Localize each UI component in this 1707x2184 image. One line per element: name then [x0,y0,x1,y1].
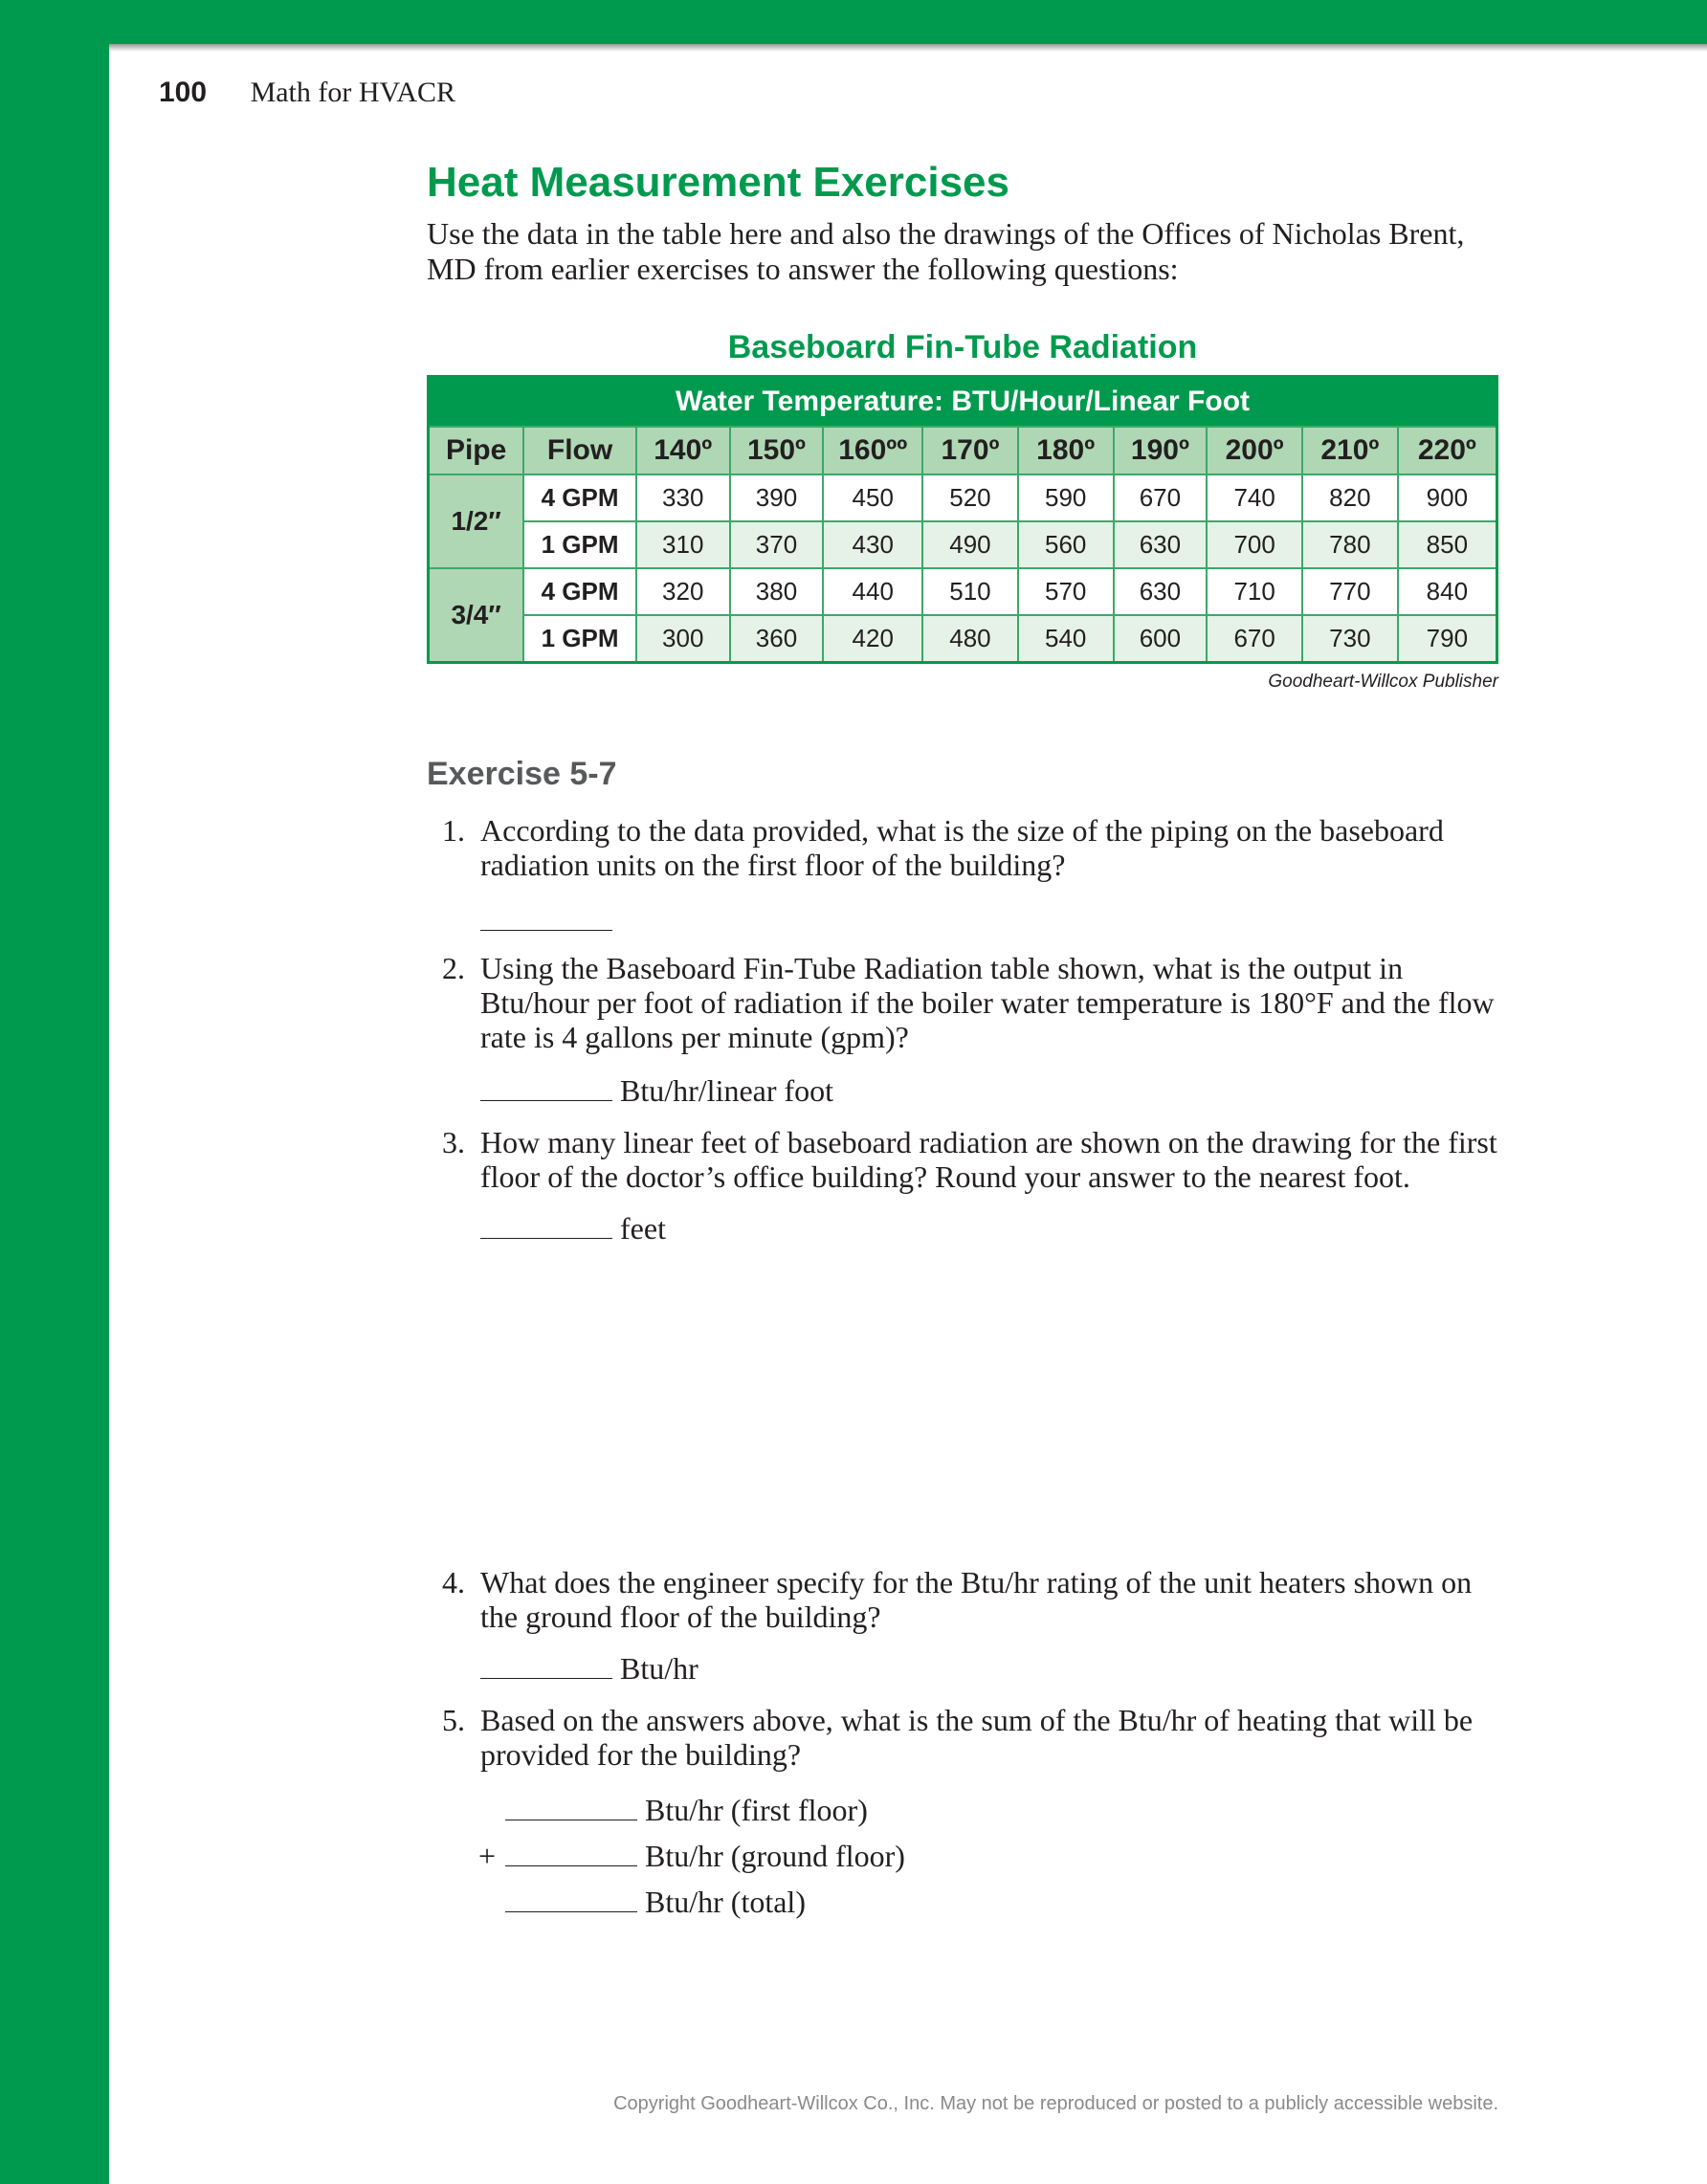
column-header: 180º [1018,427,1114,474]
column-header: 160ºº [823,427,922,474]
table-row [429,521,1497,568]
table-cell: 600 [1114,615,1208,663]
table-cell: 570 [1018,568,1114,615]
table-cell: 440 [823,568,922,615]
question-number: 1. [442,813,465,848]
table-title: Baseboard Fin-Tube Radiation [727,329,1198,365]
table-row [429,474,1497,521]
table-cell: 780 [1302,521,1398,568]
column-header: Flow [523,427,636,474]
answer-unit: Btu/hr (first floor) [645,1793,868,1827]
page-header [159,77,455,109]
flow-cell: 1 GPM [523,615,636,663]
table-cell: 520 [922,474,1018,521]
table-cell: 670 [1114,474,1208,521]
answer-unit: Btu/hr [620,1651,698,1686]
table-row [429,615,1497,663]
answer-blank[interactable] [505,1793,637,1820]
table-cell: 450 [823,474,922,521]
answer-unit: Btu/hr (ground floor) [645,1839,905,1873]
question-text: Using the Baseboard Fin-Tube Radiation table shown, what is the output in Btu/hour per foot of radiation if the boiler water temperature is 180°F and the flow rate is 4 gallons per minute (gpm)? [480,951,1495,1054]
green-side-bar [0,0,109,2184]
column-header: 200º [1207,427,1302,474]
column-header: 220º [1398,427,1497,474]
answer-line-4 [480,1651,698,1687]
answer-line-total [505,1885,806,1920]
table-cell: 310 [636,521,730,568]
table-banner: Water Temperature: BTU/Hour/Linear Foot [429,377,1497,428]
table-cell: 900 [1398,474,1497,521]
copyright-notice: Copyright Goodheart-Willcox Co., Inc. May not be reproduced or posted to a publicly accessible website. [613,2093,1498,2114]
answer-line-1 [480,903,612,938]
table-cell: 390 [730,474,824,521]
table-cell: 790 [1398,615,1497,663]
column-header: 190º [1114,427,1208,474]
table-cell: 330 [636,474,730,521]
table-cell: 360 [730,615,824,663]
exercise-title: Exercise 5-7 [427,756,617,792]
top-bar-shadow [109,44,1707,52]
question-number: 5. [442,1703,465,1737]
table-cell: 850 [1398,521,1497,568]
question-number: 4. [442,1565,465,1599]
column-header: 140º [636,427,730,474]
table-cell: 700 [1207,521,1302,568]
plus-sign: + [478,1839,497,1873]
answer-line-3 [480,1211,666,1246]
table-cell: 670 [1207,615,1302,663]
question-text: How many linear feet of baseboard radiation are shown on the drawing for the first floor of the doctor’s office building? Round your answer to the nearest foot. [480,1125,1497,1194]
column-header: 170º [922,427,1018,474]
question-text: What does the engineer specify for the Btu/hr rating of the unit heaters shown on the ground floor of the building? [480,1565,1473,1634]
table-row [429,568,1497,615]
question-number: 2. [442,951,465,985]
pipe-size-cell: 3/4″ [429,568,524,663]
table-cell: 300 [636,615,730,663]
question-text: Based on the answers above, what is the sum of the Btu/hr of heating that will be provided for the building? [480,1703,1474,1772]
table-cell: 740 [1207,474,1302,521]
table-cell: 420 [823,615,922,663]
answer-blank[interactable] [480,1073,612,1101]
answer-blank[interactable] [505,1839,637,1866]
question-2 [442,951,1514,1054]
column-header: Pipe [429,427,524,474]
question-1 [442,813,1514,882]
green-top-bar [0,0,1707,44]
question-5 [442,1703,1514,1772]
question-4 [442,1565,1514,1634]
table-cell: 820 [1302,474,1398,521]
intro-paragraph: Use the data in the table here and also the drawings of the Offices of Nicholas Brent, MD from earlier exercises to answer the following questions: [427,216,1465,286]
table-cell: 540 [1018,615,1114,663]
table-cell: 630 [1114,568,1208,615]
column-header: 210º [1302,427,1398,474]
table-column-header-row [429,427,1497,474]
question-3 [442,1125,1514,1194]
table-cell: 510 [922,568,1018,615]
answer-blank[interactable] [480,1211,612,1239]
table-cell: 370 [730,521,824,568]
flow-cell: 4 GPM [523,474,636,521]
answer-unit: Btu/hr (total) [645,1885,806,1919]
table-cell: 770 [1302,568,1398,615]
table-cell: 320 [636,568,730,615]
table-cell: 430 [823,521,922,568]
question-text: According to the data provided, what is the size of the piping on the baseboard radiation units on the first floor of the building? [480,813,1444,882]
answer-unit: Btu/hr/linear foot [620,1073,834,1108]
table-cell: 590 [1018,474,1114,521]
answer-unit: feet [620,1211,666,1246]
table-cell: 380 [730,568,824,615]
table-cell: 560 [1018,521,1114,568]
radiation-table [427,375,1498,664]
table-cell: 730 [1302,615,1398,663]
answer-blank[interactable] [480,903,612,931]
answer-blank[interactable] [480,1651,612,1679]
page-number: 100 [159,77,208,108]
flow-cell: 1 GPM [523,521,636,568]
answer-line-ground-floor [505,1839,905,1874]
section-title: Heat Measurement Exercises [427,159,1009,206]
answer-line-2 [480,1073,833,1109]
table-cell: 490 [922,521,1018,568]
answer-blank[interactable] [505,1885,637,1912]
pipe-size-cell: 1/2″ [429,474,524,568]
question-number: 3. [442,1125,465,1159]
table-cell: 480 [922,615,1018,663]
table-cell: 840 [1398,568,1497,615]
column-header: 150º [730,427,824,474]
flow-cell: 4 GPM [523,568,636,615]
running-title: Math for HVACR [250,77,456,108]
table-credit: Goodheart-Willcox Publisher [1268,672,1498,692]
table-cell: 710 [1207,568,1302,615]
table-cell: 630 [1114,521,1208,568]
answer-line-first-floor [505,1793,868,1828]
